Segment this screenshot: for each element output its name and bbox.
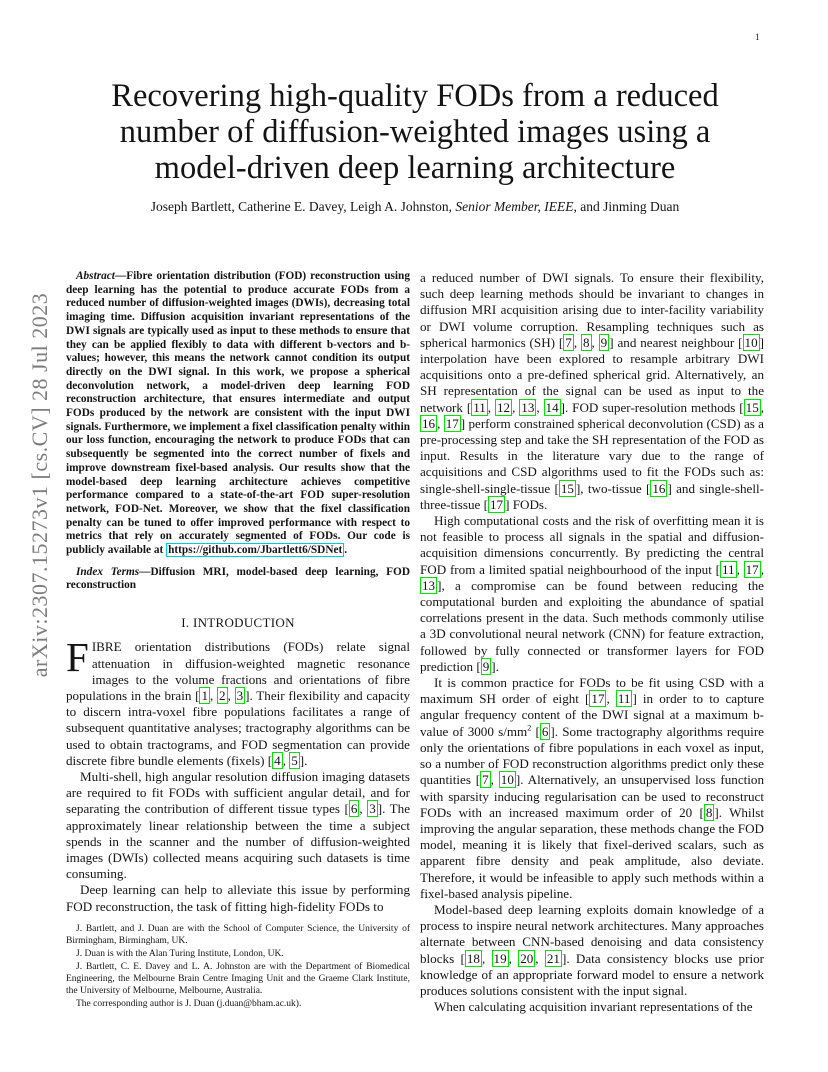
- citation-link[interactable]: 5: [291, 752, 298, 768]
- intro-paragraph-1: FIBRE orientation distributions (FODs) relate signal attenuation in diffusion-weighted magnetic resonance images to the volume fractions and orientations of fibre populations in the brain [ 1 , 2 , 3 ]. Their flexibility and capacity to discern intra-voxel fibre populations facilitates a range of subsequent quantitative analyses; tractography algorithms can be used to obtain tractograms, and FOD segmentation can provide discrete fibre bundle elements (fixels) [ 4 , 5 ].: [66, 634, 411, 768]
- citation-link[interactable]: 17: [490, 496, 504, 512]
- arxiv-id: arXiv:2307.15273v1 [cs.CV] 28 Jul 2023: [27, 292, 52, 678]
- index-terms-label: Index Terms: [76, 565, 140, 578]
- index-terms: [66, 566, 410, 593]
- footnote-corresponding-author: The corresponding author is J. Duan (j.duan@bham.ac.uk).: [76, 999, 302, 1010]
- page-number: 1: [755, 32, 760, 42]
- text-run: Model-based deep learning exploits domain knowledge of a process to inspire neural network architectures. Many approaches alternate between CNN-based denoising and data consistency blocks [: [420, 901, 764, 966]
- text-run: ] interpolation have been explored to resample arbitrary DWI acquisitions onto a pre-defined spherical grid. Alternatively, an SH representation of the signal can be used as input to the network [: [420, 334, 764, 415]
- citation-link[interactable]: 10: [500, 772, 514, 788]
- text-run: ]. Whilst improving the angular separation, these methods change the FOD model, meaning it is likely that fixel-derived scalars, such as apparent fibre density and peak amplitude, also deviate. Therefore, it would be infeasible to apply such methods within a fixel-based analysis pipeline.: [420, 804, 764, 901]
- citation-link[interactable]: 16: [422, 415, 436, 431]
- citation-link[interactable]: 1: [201, 687, 209, 703]
- citation-link[interactable]: 13: [521, 399, 535, 415]
- citation-link[interactable]: 8: [582, 334, 590, 350]
- citation-link[interactable]: 14: [545, 399, 559, 415]
- text-run: ] perform constrained spherical deconvolution (CSD) as a pre-processing step and take the SH representation of the FOD as input. Results in the literature vary due to the range of acquisitions and CSD algorithms used to fit the FODs such as: single-shell-single-tissue [: [420, 415, 764, 496]
- index-terms-text: —Diffusion MRI, model-based deep learning, FOD reconstruction: [66, 565, 410, 592]
- citation-link[interactable]: 6: [541, 723, 549, 739]
- text-run: ].: [299, 752, 308, 768]
- citation-link[interactable]: 21: [546, 950, 560, 966]
- section-heading-introduction: I. INTRODUCTION: [181, 615, 295, 631]
- citation-link[interactable]: 9: [482, 658, 490, 674]
- citation-link[interactable]: 18: [466, 950, 480, 966]
- code-link[interactable]: https://github.com/Jbartlett6/SDNet: [168, 544, 343, 557]
- text-run: ]. The approximately linear relationship between the time a subject spends in the scanner and the number of diffusion-weighted images (DWIs) collected means acquiring such datasets is time consuming.: [66, 801, 411, 882]
- intro-paragraph-3: Deep learning can help to alleviate this issue by performing FOD reconstruction, the task of fitting high-fidelity FODs to: [66, 882, 410, 914]
- text-run: IBRE orientation distributions (FODs) relate signal attenuation in diffusion-weighted magnetic resonance images to the volume fractions and orientations of fibre populations in the brain [: [66, 639, 410, 703]
- text-run: ], a compromise can be found between reducing the computational burden and exploiting the abundance of spatial correlations present in the data. Such methods commonly utilise a 3D convolutional neural network (CNN) for feature extraction, followed by fully connected or transformer layers for FOD prediction [: [420, 577, 764, 674]
- right-paragraph-1: a reduced number of DWI signals. To ensure their flexibility, such deep learning methods should be invariant to changes in diffusion MRI acquisition arising due to inter-facility variability or DWI volume corruption. Resampling techniques such as spherical harmonics (SH) [ 7 , 8 , 9 ] and nearest neighbour [ 10 ] interpolation have been explored to resample arbitrary DWI acquisitions onto a pre-defined spherical grid. Alternatively, an SH representation of the signal can be used as input to the network [ 11 , 12 , 13 , 14 ]. FOD super-resolution methods [ 15 , 16 , 17 ] perform constrained spherical deconvolution (CSD) as a pre-processing step and take the SH representation of the FOD as input. Results in the literature vary due to the range of acquisitions and CSD algorithms used to fit the FODs such as: single-shell-single-tissue [ 15 ], two-tissue [ 16 ] and single-shell-three-tissue [ 17 ] FODs.: [420, 270, 765, 512]
- citation-link[interactable]: 6: [350, 801, 358, 817]
- text-run: [: [531, 723, 540, 739]
- footnote-affiliation-2: J. Duan is with the Alan Turing Institute, London, UK.: [76, 949, 284, 960]
- right-paragraph-3: It is common practice for FODs to be fit using CSD with a maximum SH order of eight [ 17 , 11 ] in order to to capture angular frequency content of the DWI signal at a maximum b-value of 3000 $s/mm^2$ [ 6 ]. Some tractography algorithms require only the orientations of fibre populations in each voxel as input, so a number of FOD reconstruction algorithms predict only these quantities [ 7 , 10 ]. Alternatively, an unsupervised loss function with sparsity inducing regularisation can be used to reconstruct FODs with an increased maximum order of 20 [ 8 ]. Whilst improving the angular separation, these methods change the FOD model, meaning it is likely that fixel-derived scalars, such as apparent fibre density and peak amplitude, also deviate. Therefore, it would be infeasible to apply such methods within a fixel-based analysis pipeline.: [420, 675, 765, 901]
- citation-link[interactable]: 19: [493, 950, 507, 966]
- paper-title: Recovering high-quality FODs from a reduced number of diffusion-weighted images using a model-driven deep learning architecture: [111, 78, 719, 186]
- citation-link[interactable]: 11: [473, 399, 486, 415]
- abstract-text: —Fibre orientation distribution (FOD) reconstruction using deep learning has the potential to produce accurate FODs from a reduced number of diffusion-weighted images (DWIs), decreasing total imaging time. Diffusion acquisition invariant representations of the DWI signals are typically used as input to these methods to ensure that they can be applied flexibly to data with different b-vectors and b-values; however, this means the network cannot condition its output directly on the DWI signal. In this work, we propose a spherical deconvolution network, a model-driven deep learning FOD reconstruction architecture, that ensures intermediate and output FODs produced by the network are consistent with the input DWI signals. Furthermore, we implement a fixel classification penalty within our loss function, encouraging the network to produce FODs that can subsequently be segmented into the correct number of fixels and improve downstream fixel-based analysis. Our results show that the model-based deep learning architecture achieves competitive performance compared to a state-of-the-art FOD super-resolution network, FOD-Net. Moreover, we show that the fixel classification penalty can be tuned to offer improved performance with respect to metrics that rely on accurately segmented of FODs. Our code is publicly available at: [66, 270, 410, 557]
- text-run: ] and single-shell-three-tissue [: [420, 480, 765, 512]
- citation-link[interactable]: 10: [744, 334, 758, 350]
- abstract: [66, 270, 410, 558]
- right-paragraph-4: Model-based deep learning exploits domain knowledge of a process to inspire neural network architectures. Many approaches alternate between CNN-based denoising and data consistency blocks [ 18 , 19 , 20 , 21 ]. Data consistency blocks use prior knowledge of an appropriate forward model to ensure a network produces solutions consistent with the input signal.: [420, 901, 765, 998]
- citation-link[interactable]: 13: [422, 577, 436, 593]
- citation-link[interactable]: 17: [445, 415, 459, 431]
- citation-link[interactable]: 4: [274, 752, 281, 768]
- citation-link[interactable]: 15: [560, 480, 574, 496]
- text-run: ]. Data consistency blocks use prior knowledge of an appropriate forward model to ensure a network produces solutions consistent with the input signal.: [420, 950, 765, 998]
- author-tail: , and Jinming Duan: [573, 199, 680, 214]
- text-run: ].: [491, 658, 499, 674]
- right-column: [420, 270, 764, 1015]
- citation-link[interactable]: 7: [482, 772, 489, 788]
- text-run: a reduced number of DWI signals. To ensure their flexibility, such deep learning methods should be invariant to changes in diffusion MRI acquisition arising due to inter-facility variability or DWI volume corruption. Resampling techniques such as spherical harmonics (SH) [: [420, 270, 764, 350]
- drop-cap: F: [66, 634, 89, 681]
- citation-link[interactable]: 15: [745, 399, 759, 415]
- citation-link[interactable]: 3: [236, 687, 244, 703]
- text-run: ]. FOD super-resolution methods [: [560, 399, 744, 415]
- footnote-affiliation-3: J. Bartlett, C. E. Davey and L. A. Johnston are with the Department of Biomedical Engineering, the Melbourne Brain Centre Imaging Unit and the Graeme Clark Institute, the University of Melbourne, Melbourne, Australia.: [66, 962, 410, 996]
- citation-link[interactable]: 2: [219, 687, 226, 703]
- right-paragraph-5: When calculating acquisition invariant representations of the: [434, 999, 753, 1015]
- text-run: ] FODs.: [505, 496, 548, 512]
- text-run: ] in order to to capture angular frequency content of the DWI signal at a maximum b-value of 3000 s/mm: [420, 691, 765, 739]
- text-run: ]. Their flexibility and capacity to discern intra-voxel fibre populations facilitates a range of subsequent quantitative analyses; tractography algorithms can be used to obtain tractograms, and FOD segmentation can provide discrete fibre bundle elements (fixels) [: [66, 687, 411, 768]
- citation-link[interactable]: 17: [745, 561, 759, 577]
- abstract-end: .: [344, 544, 348, 557]
- citation-link[interactable]: 17: [591, 691, 605, 707]
- author-line: [70, 199, 760, 215]
- text-run: ]. Alternatively, an unsupervised loss function with sparsity inducing regularisation can be used to reconstruct FODs with an increased maximum order of 20 [: [420, 772, 765, 820]
- left-column: [66, 270, 410, 915]
- text-run: ]. Some tractography algorithms require only the orientations of fibre populations in each voxel as input, so a number of FOD reconstruction algorithms predict only these quantities [: [420, 723, 764, 788]
- citation-link[interactable]: 8: [705, 804, 713, 820]
- footnotes: [66, 924, 410, 1013]
- citation-link[interactable]: 7: [565, 334, 572, 350]
- citation-link[interactable]: 11: [721, 561, 735, 577]
- text-run: Multi-shell, high angular resolution diffusion imaging datasets are required to fit FODs with sufficient angular detail, and for separating the contribution of different tissue types [: [66, 769, 410, 817]
- author-role: Senior Member, IEEE: [455, 199, 574, 214]
- citation-link[interactable]: 9: [600, 334, 608, 350]
- footnote-affiliation-1: J. Bartlett, and J. Duan are with the School of Computer Science, the University of Birmingham, Birmingham, UK.: [66, 924, 410, 946]
- text-run: ] and nearest neighbour [: [609, 334, 743, 350]
- superscript: 2: [527, 723, 532, 733]
- author-names: Joseph Bartlett, Catherine E. Davey, Leigh A. Johnston,: [150, 199, 456, 214]
- text-run: High computational costs and the risk of overfitting mean it is not feasible to process all signals in the spatial and diffusion-acquisition dimensions concurrently. By predicting the central FOD from a limited spatial neighbourhood of the input [: [420, 513, 764, 577]
- right-paragraph-2: High computational costs and the risk of overfitting mean it is not feasible to process all signals in the spatial and diffusion-acquisition dimensions concurrently. By predicting the central FOD from a limited spatial neighbourhood of the input [ 11 , 17 , 13 ], a compromise can be found between reducing the computational burden and exploiting the abundance of spatial correlations present in the data. Such methods commonly utilise a 3D convolutional neural network (CNN) for feature extraction, followed by fully connected or transformer layers for FOD prediction [ 9 ].: [420, 513, 764, 674]
- citation-link[interactable]: 11: [617, 691, 631, 707]
- citation-link[interactable]: 12: [496, 399, 511, 415]
- citation-link[interactable]: 16: [652, 480, 666, 496]
- citation-link[interactable]: 20: [520, 950, 534, 966]
- text-run: ], two-tissue [: [575, 480, 651, 496]
- intro-paragraph-2: Multi-shell, high angular resolution diffusion imaging datasets are required to fit FODs with sufficient angular detail, and for separating the contribution of different tissue types [ 6 , 3 ]. The approximately linear relationship between the time a subject spends in the scanner and the number of diffusion-weighted images (DWIs) collected means acquiring such datasets is time consuming.: [66, 769, 411, 882]
- abstract-label: Abstract: [76, 270, 115, 282]
- text-run: It is common practice for FODs to be fit using CSD with a maximum SH order of eight [: [420, 675, 764, 707]
- citation-link[interactable]: 3: [369, 801, 376, 817]
